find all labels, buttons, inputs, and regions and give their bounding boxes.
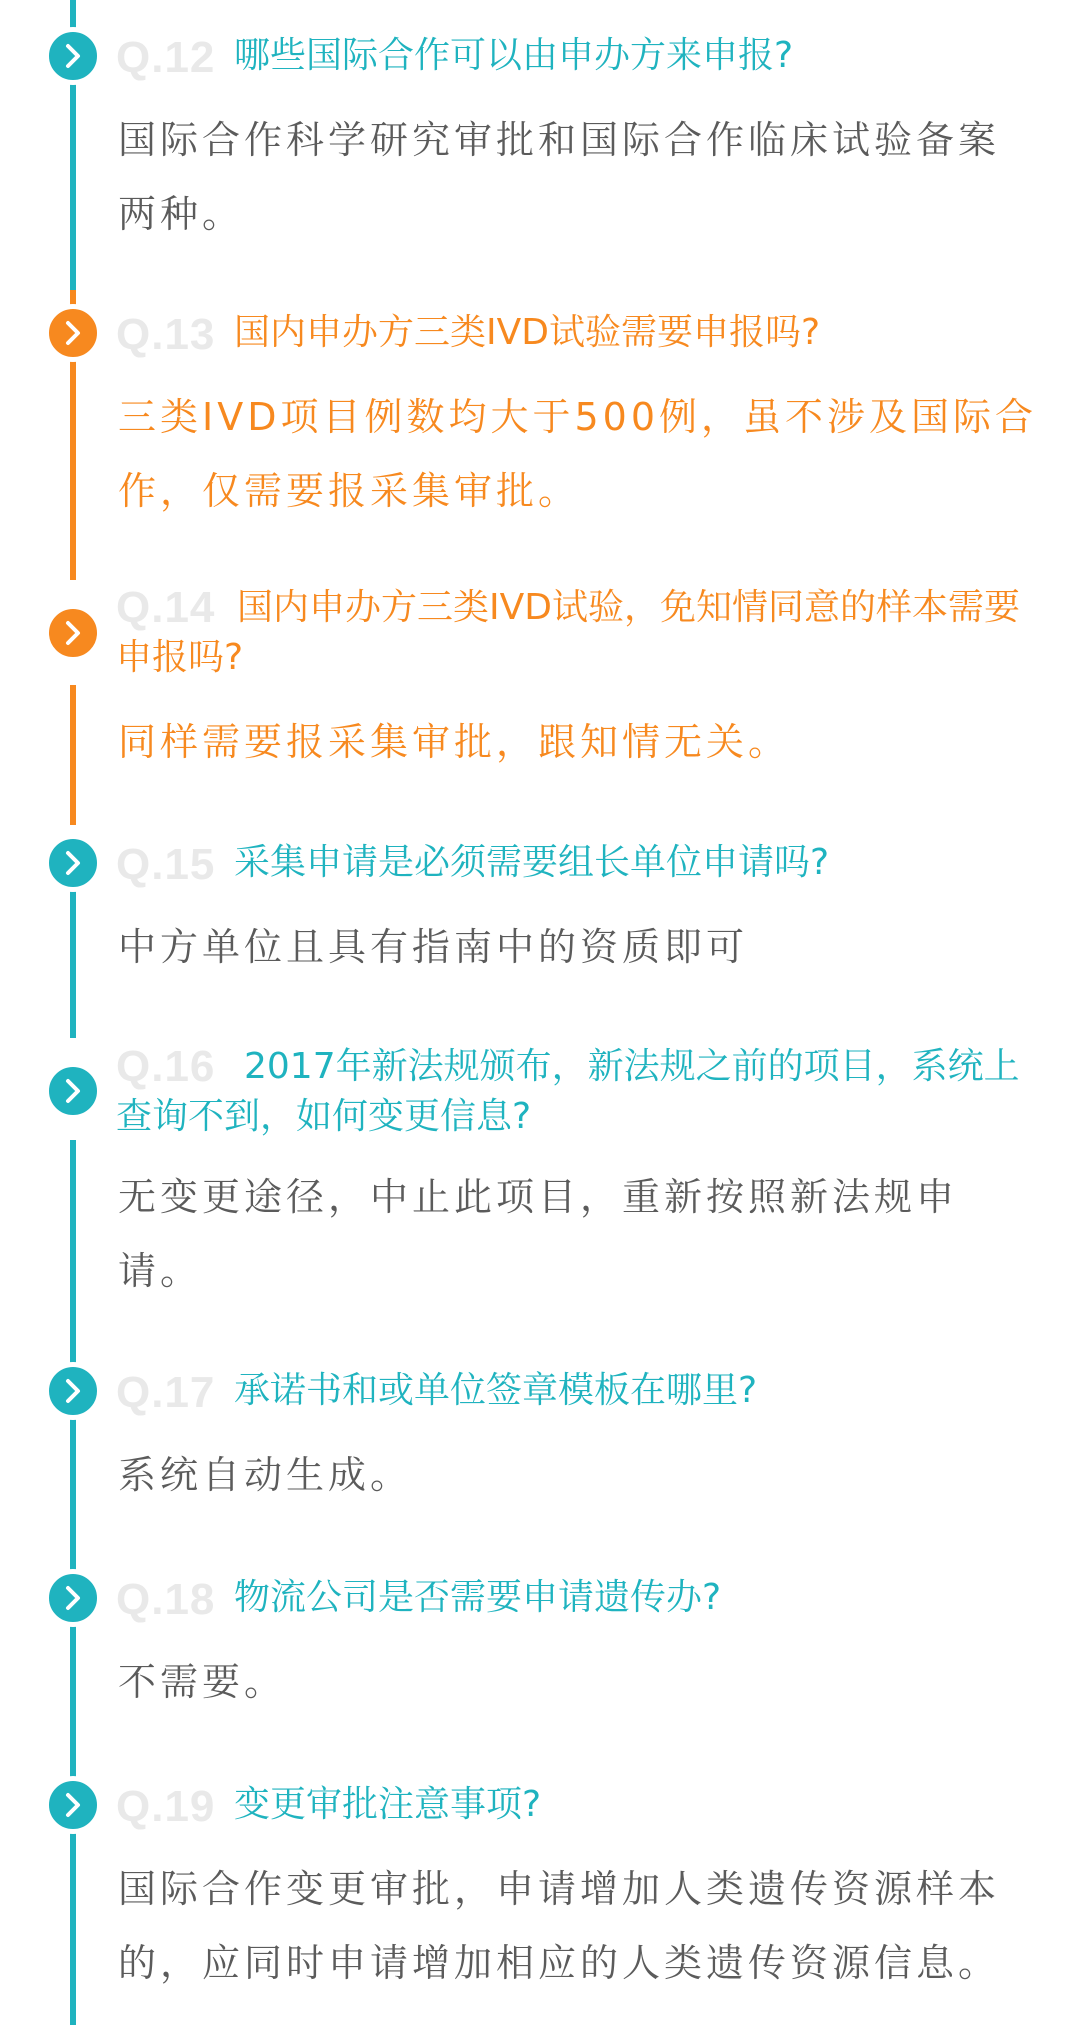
timeline-line — [70, 880, 76, 1038]
timeline-line — [70, 685, 76, 825]
answer-text: 国际合作变更审批，申请增加人类遗传资源样本的，应同时申请增加相应的人类遗传资源信息。 — [118, 1867, 1001, 1985]
chevron-right-icon — [44, 1362, 102, 1420]
question-number: Q.12 — [116, 33, 216, 82]
question-title: 物流公司是否需要申请遗传办? — [234, 1577, 722, 1618]
chevron-right-icon — [44, 1776, 102, 1834]
question-number: Q.16 — [116, 1042, 216, 1091]
chevron-right-icon — [44, 27, 102, 85]
question-number: Q.13 — [116, 310, 216, 359]
question-title: 承诺书和或单位签章模板在哪里? — [234, 1370, 758, 1411]
question-title: 采集申请是必须需要组长单位申请吗? — [234, 842, 830, 883]
question-number: Q.19 — [116, 1782, 216, 1831]
answer-text: 无变更途径，中止此项目，重新按照新法规申请。 — [118, 1175, 959, 1293]
question-number: Q.15 — [116, 840, 216, 889]
answer-text: 不需要。 — [118, 1660, 287, 1704]
question-title: 国内申办方三类IVD试验，免知情同意的样本需要申报吗? — [116, 587, 1020, 678]
question-number: Q.18 — [116, 1575, 216, 1624]
answer-text: 系统自动生成。 — [118, 1453, 413, 1497]
chevron-right-icon — [44, 304, 102, 362]
chevron-right-icon — [44, 1569, 102, 1627]
question-number: Q.14 — [116, 583, 216, 632]
answer-text: 中方单位且具有指南中的资质即可 — [118, 925, 749, 969]
question-title: 变更审批注意事项? — [234, 1784, 542, 1825]
question-title: 国内申办方三类IVD试验需要申报吗? — [234, 312, 821, 353]
answer-text: 三类IVD项目例数均大于500例，虽不涉及国际合作，仅需要报采集审批。 — [118, 395, 1037, 513]
answer-text: 国际合作科学研究审批和国际合作临床试验备案两种。 — [118, 118, 1001, 236]
chevron-right-icon — [44, 604, 102, 662]
chevron-right-icon — [44, 1062, 102, 1120]
answer-text: 同样需要报采集审批，跟知情无关。 — [118, 720, 791, 764]
question-title: 2017年新法规颁布，新法规之前的项目，系统上查询不到，如何变更信息? — [116, 1046, 1020, 1137]
chevron-right-icon — [44, 834, 102, 892]
question-number: Q.17 — [116, 1368, 216, 1417]
question-title: 哪些国际合作可以由申办方来申报? — [234, 35, 794, 76]
